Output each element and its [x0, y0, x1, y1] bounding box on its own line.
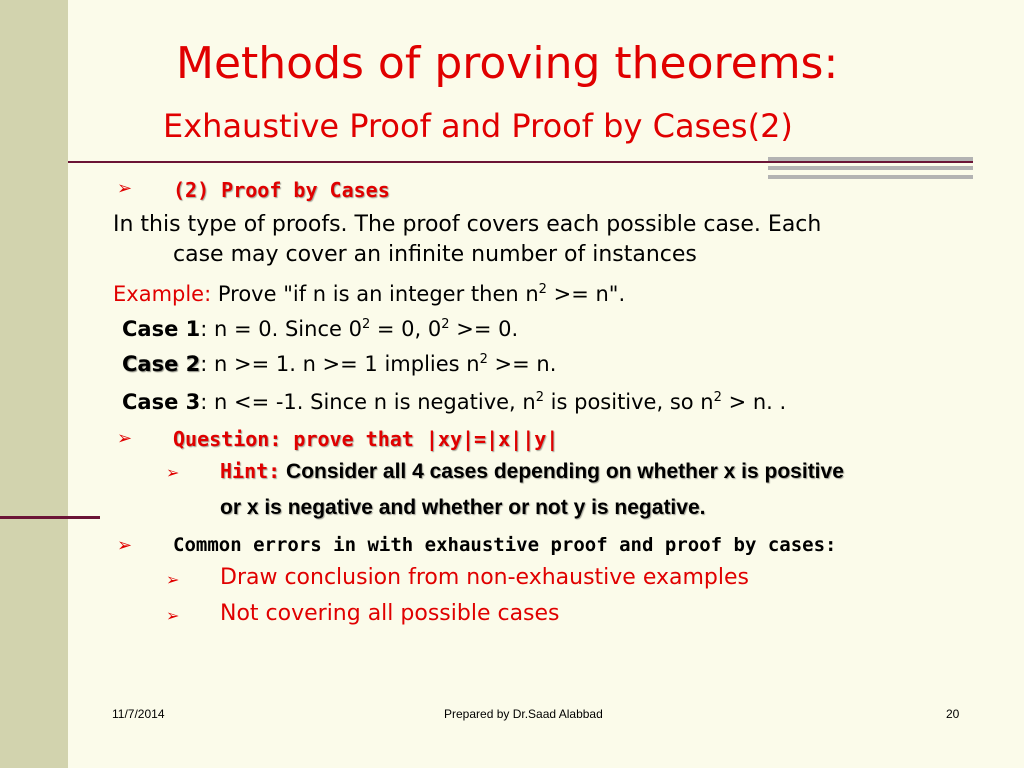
section-heading	[173, 177, 390, 203]
bullet-arrow-icon: ➢	[117, 535, 133, 556]
case-label: Case 3	[122, 390, 201, 414]
case-superscript: 2	[535, 390, 544, 405]
case-1-line	[122, 316, 518, 342]
section-heading-text: (2) Proof by Cases	[173, 178, 390, 202]
common-errors-heading	[173, 532, 836, 558]
case-label: Case 2	[122, 352, 201, 376]
intro-line-1: In this type of proofs. The proof covers each possible case. Each	[113, 212, 822, 237]
question-line	[173, 426, 558, 452]
slide-title: Methods of proving theorems:	[176, 38, 839, 89]
case-text: : n = 0. Since 0	[200, 317, 362, 341]
case-text: = 0, 0	[370, 317, 442, 341]
common-errors-text: Common errors in with exhaustive proof and proof by cases:	[173, 534, 837, 556]
bullet-arrow-icon: ➢	[117, 178, 133, 199]
question-text: Question: prove that |xy|=|x||y|	[173, 427, 559, 451]
footer-author: Prepared by Dr.Saad Alabbad	[444, 707, 603, 721]
example-text: Prove "if n is an integer then n	[211, 282, 539, 306]
case-text: >= n.	[487, 352, 557, 376]
case-2-line	[122, 351, 556, 377]
case-superscript: 2	[479, 352, 488, 367]
example-text-end: >= n".	[546, 282, 626, 306]
bullet-arrow-icon: ➢	[117, 428, 133, 449]
case-text: > n. .	[721, 390, 787, 414]
intro-line-2: case may cover an infinite number of instances	[173, 242, 697, 267]
case-text: : n <= -1. Since n is negative, n	[200, 390, 536, 414]
hint-line-1	[220, 458, 844, 485]
common-error-item: Draw conclusion from non-exhaustive examples	[220, 565, 749, 590]
hint-label: Hint:	[220, 459, 281, 483]
example-superscript: 2	[538, 282, 547, 297]
case-text: : n >= 1. n >= 1 implies n	[200, 352, 480, 376]
sub-bullet-arrow-icon: ➢	[166, 606, 180, 625]
sub-bullet-arrow-icon: ➢	[166, 570, 180, 589]
footer-page-number: 20	[946, 707, 960, 721]
example-label: Example:	[113, 282, 212, 306]
case-superscript: 2	[361, 317, 371, 332]
slide-subtitle: Exhaustive Proof and Proof by Cases(2)	[163, 107, 793, 145]
case-label: Case 1	[122, 317, 201, 341]
case-text: >= 0.	[449, 317, 519, 341]
case-superscript: 2	[713, 390, 722, 405]
left-sidebar-band	[0, 0, 68, 768]
sub-bullet-arrow-icon: ➢	[166, 463, 180, 482]
case-superscript: 2	[441, 317, 450, 332]
example-line	[113, 281, 625, 307]
case-text: is positive, so n	[543, 390, 714, 414]
case-3-line	[122, 389, 786, 415]
hint-line-2	[220, 494, 705, 521]
hint-text-continued: or x is negative and whether or not y is negative.	[220, 496, 706, 519]
footer-date: 11/7/2014	[112, 707, 165, 721]
hint-text: Consider all 4 cases depending on whether x is positive	[280, 460, 844, 483]
sidebar-divider	[0, 516, 100, 519]
common-error-item: Not covering all possible cases	[220, 601, 560, 626]
decorative-stripes	[768, 157, 973, 179]
